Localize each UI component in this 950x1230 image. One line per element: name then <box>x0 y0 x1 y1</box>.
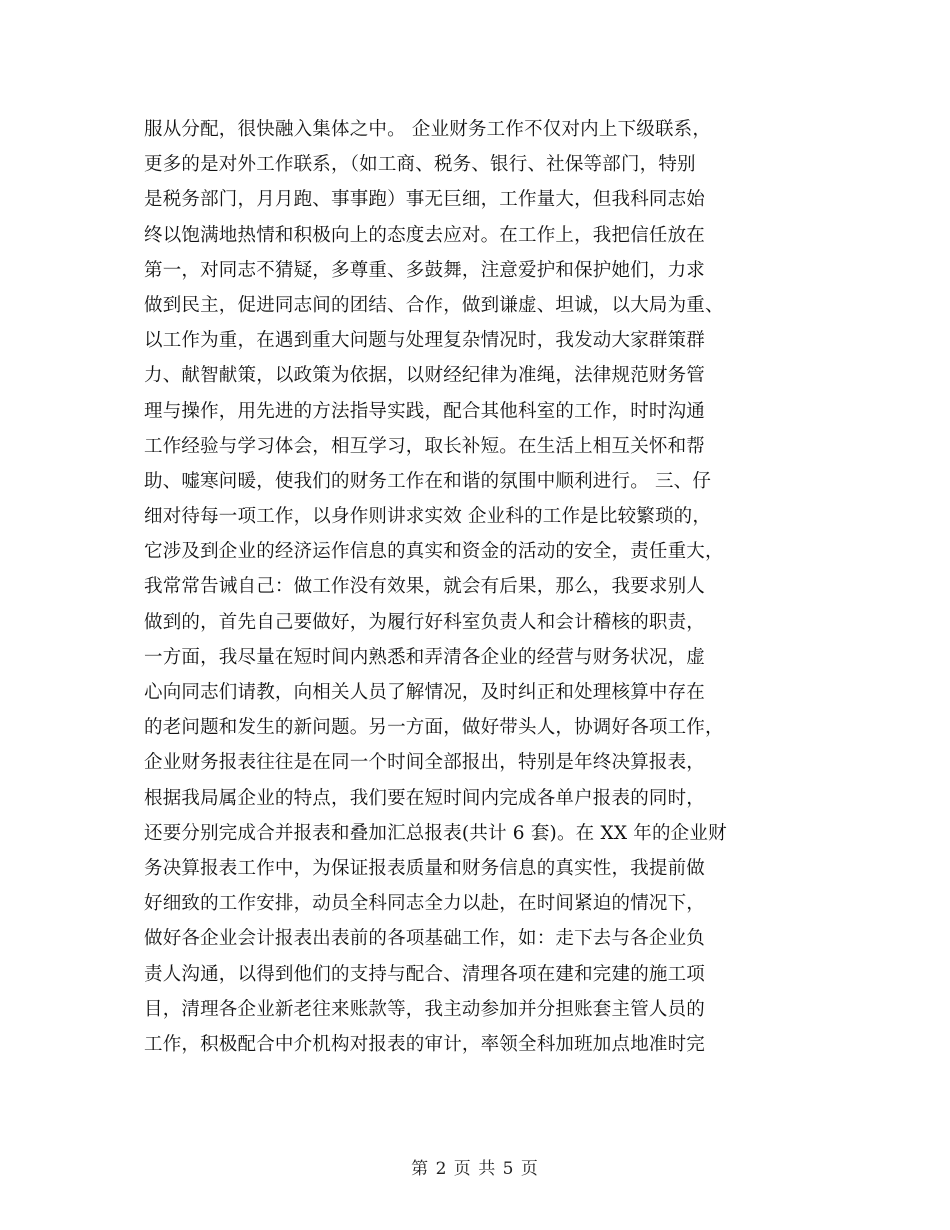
text-line: 以工作为重，在遇到重大问题与处理复杂情况时，我发动大家群策群 <box>144 330 706 352</box>
text-line: 它涉及到企业的经济运作信息的真实和资金的活动的安全，责任重大， <box>144 541 724 563</box>
text-line: 终以饱满地热情和积极向上的态度去应对。在工作上，我把信任放在 <box>144 224 706 246</box>
text-line: 助、嘘寒问暖，使我们的财务工作在和谐的氛围中顺利进行。 三、仔 <box>144 470 712 492</box>
text-line: 细对待每一项工作，以身作则讲求实效 企业科的工作是比较繁琐的， <box>144 506 712 528</box>
text-line: 工作，积极配合中介机构对报表的审计，率领全科加班加点地准时完 <box>144 1033 706 1055</box>
document-body <box>144 112 804 1062</box>
text-line: 理与操作，用先进的方法指导实践，配合其他科室的工作，时时沟通 <box>144 400 706 422</box>
text-line: 是税务部门，月月跑、事事跑）事无巨细，工作量大，但我科同志始 <box>144 189 706 211</box>
text-line: 工作经验与学习体会，相互学习，取长补短。在生活上相互关怀和帮 <box>144 435 706 457</box>
text-line: 做到的，首先自己要做好，为履行好科室负责人和会计稽核的职责， <box>144 611 706 633</box>
text-line: 服从分配，很快融入集体之中。 企业财务工作不仅对内上下级联系， <box>144 119 712 140</box>
text-line: 还要分别完成合并报表和叠加汇总报表(共计 6 套)。在 XX 年的企业财 <box>144 822 727 844</box>
text-line: 根据我局属企业的特点，我们要在短时间内完成各单户报表的同时， <box>144 787 706 809</box>
text-line: 做好各企业会计报表出表前的各项基础工作，如：走下去与各企业负 <box>144 928 706 950</box>
text-line: 第一，对同志不猜疑，多尊重、多鼓舞，注意爱护和保护她们，力求 <box>144 259 706 281</box>
text-line: 做到民主，促进同志间的团结、合作，做到谦虚、坦诚，以大局为重、 <box>144 294 724 316</box>
text-line: 一方面，我尽量在短时间内熟悉和弄清各企业的经营与财务状况，虚 <box>144 646 706 668</box>
text-line: 目，清理各企业新老往来账款等，我主动参加并分担账套主管人员的 <box>144 998 706 1020</box>
page-footer: 第 2 页 共 5 页 <box>411 1159 539 1179</box>
text-line: 责人沟通，以得到他们的支持与配合、清理各项在建和完建的施工项 <box>144 963 706 985</box>
text-line: 更多的是对外工作联系，（如工商、税务、银行、社保等部门，特别 <box>144 154 696 176</box>
text-line: 我常常告诫自己：做工作没有效果，就会有后果，那么，我要求别人 <box>144 576 706 598</box>
text-line: 力、献智献策，以政策为依据，以财经纪律为准绳，法律规范财务管 <box>144 365 706 387</box>
text-line: 务决算报表工作中，为保证报表质量和财务信息的真实性，我提前做 <box>144 857 706 879</box>
text-line: 心向同志们请教，向相关人员了解情况，及时纠正和处理核算中存在 <box>144 682 706 703</box>
text-line: 的老问题和发生的新问题。另一方面，做好带头人，协调好各项工作， <box>144 717 724 739</box>
text-line: 企业财务报表往往是在同一个时间全部报出，特别是年终决算报表， <box>144 752 706 774</box>
text-line: 好细致的工作安排，动员全科同志全力以赴，在时间紧迫的情况下， <box>144 893 706 915</box>
